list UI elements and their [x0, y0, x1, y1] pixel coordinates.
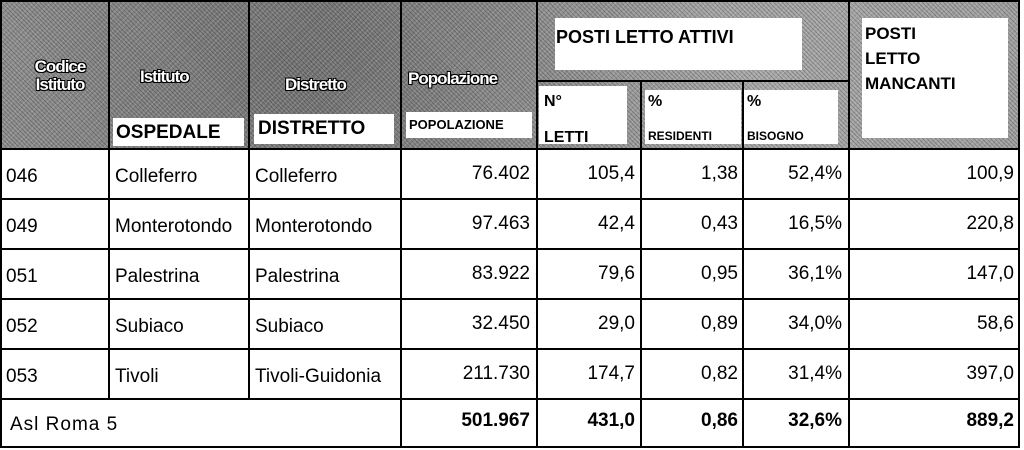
codice-header-line1: Codice — [34, 57, 86, 76]
cell-residenti: 1,38 — [701, 163, 738, 184]
cell-letti: 29,0 — [598, 313, 635, 334]
grid-line — [108, 0, 110, 400]
grid-line — [0, 198, 1020, 200]
cell-mancanti: 397,0 — [966, 363, 1014, 384]
mancanti-line3: MANCANTI — [865, 74, 956, 93]
cell-residenti: 0,89 — [701, 313, 738, 334]
mancanti-line1: POSTI — [865, 24, 917, 43]
cell-distretto: Monterotondo — [255, 216, 373, 237]
total-residenti: 0,86 — [701, 410, 738, 431]
cell-codice: 051 — [6, 266, 38, 287]
cell-popolazione: 32.450 — [471, 313, 530, 334]
istituto-ghost-header: Istituto — [140, 67, 189, 86]
ospedale-header: OSPEDALE — [113, 118, 244, 146]
cell-codice: 049 — [6, 216, 38, 237]
mancanti-line2: LETTO — [865, 49, 921, 68]
pct-residenti-line1: % — [648, 93, 663, 110]
cell-bisogno: 16,5% — [788, 213, 842, 234]
n-letti-line2: LETTI — [544, 129, 589, 146]
cell-distretto: Tivoli-Guidonia — [255, 366, 382, 387]
grid-line — [1018, 0, 1020, 448]
cell-bisogno: 34,0% — [788, 313, 842, 334]
grid-line — [742, 80, 744, 448]
pct-bisogno-header — [743, 90, 838, 144]
grid-line — [0, 298, 1020, 300]
cell-letti: 105,4 — [587, 163, 635, 184]
grid-line — [0, 398, 1020, 400]
posti-letto-attivi-header: POSTI LETTO ATTIVI — [555, 18, 802, 70]
posti-letto-mancanti-header — [862, 18, 1008, 138]
grid-line — [848, 0, 850, 448]
cell-mancanti: 100,9 — [966, 163, 1014, 184]
codice-istituto-header — [30, 58, 90, 94]
cell-codice: 046 — [6, 166, 38, 187]
cell-letti: 42,4 — [598, 213, 635, 234]
total-bisogno: 32,6% — [788, 410, 842, 431]
cell-ospedale: Monterotondo — [115, 216, 233, 237]
distretto-header: DISTRETTO — [254, 114, 394, 144]
cell-ospedale: Subiaco — [115, 316, 184, 337]
pct-residenti-header — [645, 90, 741, 144]
codice-header-line2: Istituto — [35, 75, 85, 94]
grid-line — [0, 348, 1020, 350]
cell-popolazione: 211.730 — [462, 363, 530, 384]
n-letti-header — [539, 86, 627, 144]
grid-line — [0, 0, 2, 448]
popolazione-ghost-header: Popolazione — [408, 69, 498, 88]
total-letti: 431,0 — [587, 410, 635, 431]
grid-line — [248, 0, 250, 400]
popolazione-header: POPOLAZIONE — [406, 112, 532, 138]
distretto-ghost-header: Distretto — [285, 75, 346, 94]
pct-bisogno-line1: % — [747, 93, 762, 110]
cell-residenti: 0,82 — [701, 363, 738, 384]
cell-residenti: 0,43 — [701, 213, 738, 234]
cell-ospedale: Colleferro — [115, 166, 198, 187]
cell-bisogno: 36,1% — [788, 263, 842, 284]
total-popolazione: 501.967 — [461, 410, 530, 431]
grid-line — [0, 248, 1020, 250]
cell-ospedale: Palestrina — [115, 266, 200, 287]
cell-popolazione: 76.402 — [471, 163, 530, 184]
grid-line — [400, 0, 402, 448]
grid-line — [536, 0, 538, 448]
cell-distretto: Palestrina — [255, 266, 340, 287]
cell-mancanti: 58,6 — [977, 313, 1014, 334]
cell-letti: 174,7 — [587, 363, 635, 384]
total-mancanti: 889,2 — [966, 410, 1014, 431]
cell-distretto: Subiaco — [255, 316, 324, 337]
grid-line — [0, 148, 1020, 150]
grid-line — [536, 80, 848, 82]
cell-residenti: 0,95 — [701, 263, 738, 284]
cell-codice: 053 — [6, 366, 38, 387]
cell-letti: 79,6 — [598, 263, 635, 284]
cell-mancanti: 220,8 — [966, 213, 1014, 234]
cell-popolazione: 97.463 — [471, 213, 530, 234]
total-label: Asl Roma 5 — [10, 414, 119, 435]
cell-bisogno: 52,4% — [788, 163, 842, 184]
cell-bisogno: 31,4% — [788, 363, 842, 384]
grid-line — [0, 446, 1020, 448]
pct-bisogno-line2: BISOGNO — [747, 129, 804, 143]
grid-line — [0, 0, 1020, 2]
grid-line — [640, 80, 642, 448]
cell-popolazione: 83.922 — [471, 263, 530, 284]
cell-distretto: Colleferro — [255, 166, 338, 187]
cell-ospedale: Tivoli — [115, 366, 159, 387]
n-letti-line1: N° — [544, 93, 562, 110]
cell-codice: 052 — [6, 316, 38, 337]
pct-residenti-line2: RESIDENTI — [648, 129, 713, 143]
cell-mancanti: 147,0 — [966, 263, 1014, 284]
